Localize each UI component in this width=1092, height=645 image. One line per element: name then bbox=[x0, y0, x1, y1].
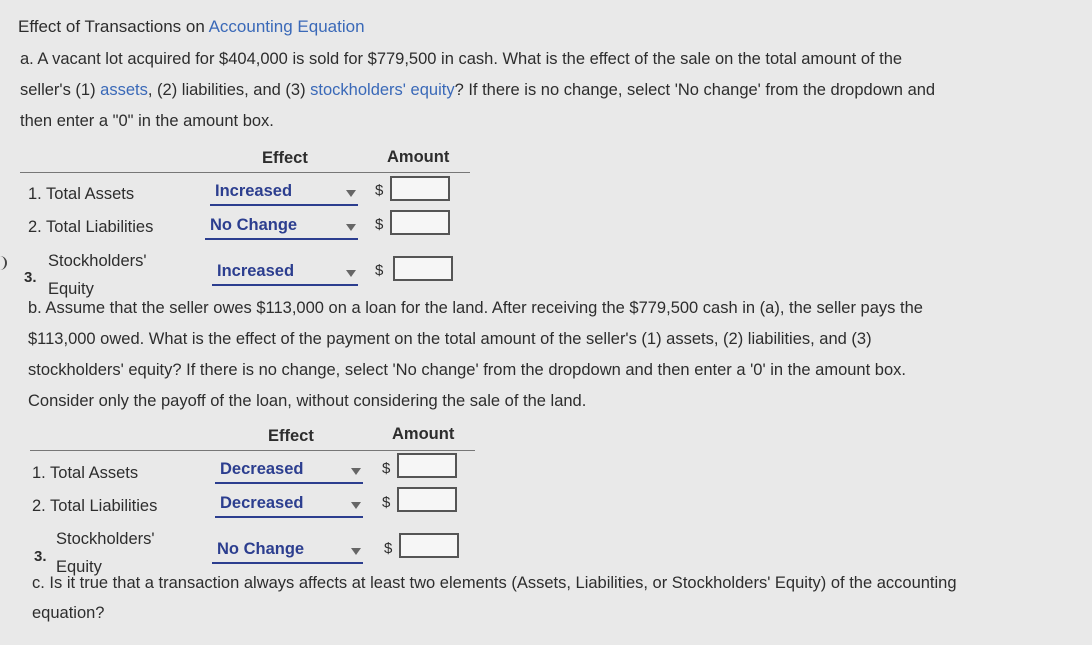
part-b-row-3-number: 3. bbox=[34, 548, 47, 565]
part-a-line-3: then enter a "0" in the amount box. bbox=[20, 112, 274, 130]
part-b-question bbox=[28, 293, 923, 417]
dollar-sign: $ bbox=[375, 182, 384, 199]
assets-link[interactable]: assets bbox=[100, 81, 148, 99]
part-a-row-3-effect-select[interactable]: Increased bbox=[212, 262, 358, 286]
part-c-question bbox=[32, 568, 957, 628]
dollar-sign: $ bbox=[375, 216, 384, 233]
part-a-row-1-label: 1. Total Assets bbox=[28, 185, 135, 203]
part-a-amount-header: Amount bbox=[387, 148, 450, 166]
part-b-row-3-amount-input[interactable] bbox=[399, 533, 459, 558]
part-b-line-4: Consider only the payoff of the loan, without considering the sale of the land. bbox=[28, 392, 587, 410]
chevron-down-icon bbox=[351, 548, 361, 555]
dollar-sign: $ bbox=[375, 262, 384, 279]
part-b-row-1-label: 1. Total Assets bbox=[32, 464, 139, 482]
chevron-down-icon bbox=[351, 502, 361, 509]
part-c-line-1: c. Is it true that a transaction always affects at least two elements (Assets, Liabilities, or Stockholders' Equity) of the accounting bbox=[32, 574, 957, 592]
part-a-row-2-label: 2. Total Liabilities bbox=[28, 218, 154, 236]
part-b-header-rule bbox=[30, 450, 475, 451]
page-title bbox=[18, 17, 365, 37]
title-prefix: Effect of Transactions on bbox=[18, 17, 209, 36]
dollar-sign: $ bbox=[384, 540, 393, 557]
part-b-row-3-label-line-1: Stockholders' bbox=[56, 530, 155, 548]
part-a-row-3-label-line-1: Stockholders' bbox=[48, 252, 147, 270]
part-a-line-2: seller's (1) assets, (2) liabilities, and (3) stockholders' equity? If there is no change, select 'No change' from the dropdown and bbox=[20, 81, 936, 99]
part-b-effect-header: Effect bbox=[268, 427, 314, 445]
part-a-header-rule bbox=[20, 172, 470, 173]
part-a-effect-header: Effect bbox=[262, 149, 308, 167]
dollar-sign: $ bbox=[382, 460, 391, 477]
part-a-row-3-label-line-2: Equity bbox=[48, 280, 94, 298]
chevron-down-icon bbox=[346, 224, 356, 231]
part-b-row-3-label-line-2: Equity bbox=[56, 558, 102, 576]
part-b-row-1-amount-input[interactable] bbox=[397, 453, 457, 478]
part-b-line-3: stockholders' equity? If there is no change, select 'No change' from the dropdown and then enter a '0' in the amount box. bbox=[28, 361, 906, 379]
part-b-row-3-effect-select[interactable]: No Change bbox=[212, 540, 363, 564]
part-b-row-2-amount-input[interactable] bbox=[397, 487, 457, 512]
part-a-row-1-effect-select[interactable]: Increased bbox=[210, 182, 358, 206]
stockholders-equity-link[interactable]: stockholders' equity bbox=[310, 81, 455, 99]
part-b-line-2: $113,000 owed. What is the effect of the payment on the total amount of the seller's (1) assets, (2) liabilities, and (3) bbox=[28, 330, 872, 348]
part-b-row-2-label: 2. Total Liabilities bbox=[32, 497, 158, 515]
part-c-line-2: equation? bbox=[32, 604, 105, 622]
dollar-sign: $ bbox=[382, 494, 391, 511]
part-b-row-2-effect-select[interactable]: Decreased bbox=[215, 494, 363, 518]
part-a-line-1: a. A vacant lot acquired for $404,000 is sold for $779,500 in cash. What is the effect of the sale on the total amount of the bbox=[20, 50, 903, 68]
part-b-line-1: b. Assume that the seller owes $113,000 on a loan for the land. After receiving the $779,500 cash in (a), the seller pays the bbox=[28, 299, 923, 317]
part-b-amount-header: Amount bbox=[392, 425, 455, 443]
chevron-down-icon bbox=[351, 468, 361, 475]
part-a-row-2-effect-select[interactable]: No Change bbox=[205, 216, 358, 240]
part-a-row-1-amount-input[interactable] bbox=[390, 176, 450, 201]
part-b-row-1-effect-select[interactable]: Decreased bbox=[215, 460, 363, 484]
part-a-question bbox=[20, 44, 935, 137]
part-a-row-3-amount-input[interactable] bbox=[393, 256, 453, 281]
title-accent-link[interactable]: Accounting Equation bbox=[208, 17, 365, 36]
part-a-row-2-amount-input[interactable] bbox=[390, 210, 450, 235]
chevron-down-icon bbox=[346, 270, 356, 277]
chevron-down-icon bbox=[346, 190, 356, 197]
page-edge-mark bbox=[0, 256, 7, 270]
part-a-row-3-number: 3. bbox=[24, 269, 37, 286]
